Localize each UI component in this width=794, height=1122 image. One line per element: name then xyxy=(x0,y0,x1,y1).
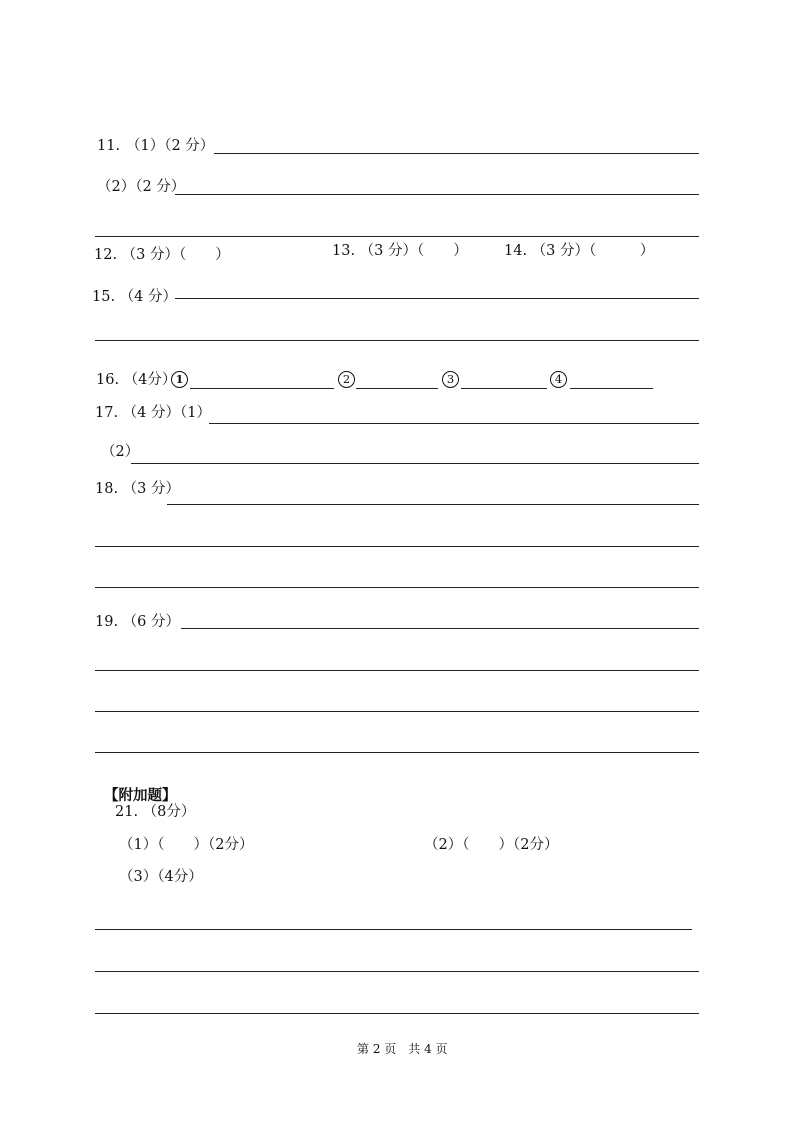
q17-label: 17. （4 分）（1） xyxy=(95,405,211,421)
q16-label: 16. （4分） xyxy=(96,372,177,388)
q14-label: 14. （3 分）（ ） xyxy=(504,243,655,259)
q19-label: 19. （6 分） xyxy=(95,614,181,630)
q21-part1-label: （1）（ ）（2分） xyxy=(119,837,254,853)
page-footer: 第 2 页 共 4 页 xyxy=(357,1042,448,1056)
q11-extra-answer-line[interactable] xyxy=(95,236,699,237)
q13-label: 13. （3 分）（ ） xyxy=(332,243,468,259)
q21-part2-label: （2）（ ）（2分） xyxy=(424,837,559,853)
q15-answer-line-2[interactable] xyxy=(95,340,699,341)
q18-answer-line-1[interactable] xyxy=(167,504,699,505)
q17-part2-label: （2） xyxy=(101,444,140,460)
q11-number: 11. xyxy=(97,138,121,154)
q16-blank-3[interactable] xyxy=(461,388,547,389)
q12-label: 12. （3 分）（ ） xyxy=(94,247,230,263)
q21-part3-label: （3）（4分） xyxy=(119,869,203,885)
q15-answer-line-1[interactable] xyxy=(175,298,699,299)
q19-answer-line-3[interactable] xyxy=(95,711,699,712)
q21-answer-line-3[interactable] xyxy=(95,1013,699,1014)
q11-part2-label: （2）（2 分） xyxy=(97,179,186,195)
q17-part1-answer-line[interactable] xyxy=(209,423,699,424)
q19-answer-line-1[interactable] xyxy=(181,628,699,629)
appendix-title: 【附加题】 xyxy=(104,787,177,804)
q21-answer-line-1[interactable] xyxy=(95,929,692,930)
q16-blank-2[interactable] xyxy=(356,388,438,389)
q21-answer-line-2[interactable] xyxy=(95,971,699,972)
q15-label: 15. （4 分） xyxy=(92,289,178,305)
q18-answer-line-3[interactable] xyxy=(95,587,699,588)
q16-mark-3: 3 xyxy=(442,371,459,388)
q21-label: 21. （8分） xyxy=(115,804,196,820)
q11-part1-answer-line[interactable] xyxy=(214,153,699,154)
q16-blank-4[interactable] xyxy=(570,388,653,389)
q17-part2-answer-line[interactable] xyxy=(131,463,699,464)
q19-answer-line-4[interactable] xyxy=(95,752,699,753)
q18-answer-line-2[interactable] xyxy=(95,546,699,547)
q16-mark-1: 1 xyxy=(171,371,188,388)
q16-mark-2: 2 xyxy=(338,371,355,388)
q16-blank-1[interactable] xyxy=(190,388,334,389)
q19-answer-line-2[interactable] xyxy=(95,670,699,671)
q18-label: 18. （3 分） xyxy=(95,481,181,497)
q11-part1-label: （1）（2 分） xyxy=(126,138,215,154)
q11-part2-answer-line[interactable] xyxy=(175,194,699,195)
q16-mark-4: 4 xyxy=(550,371,567,388)
